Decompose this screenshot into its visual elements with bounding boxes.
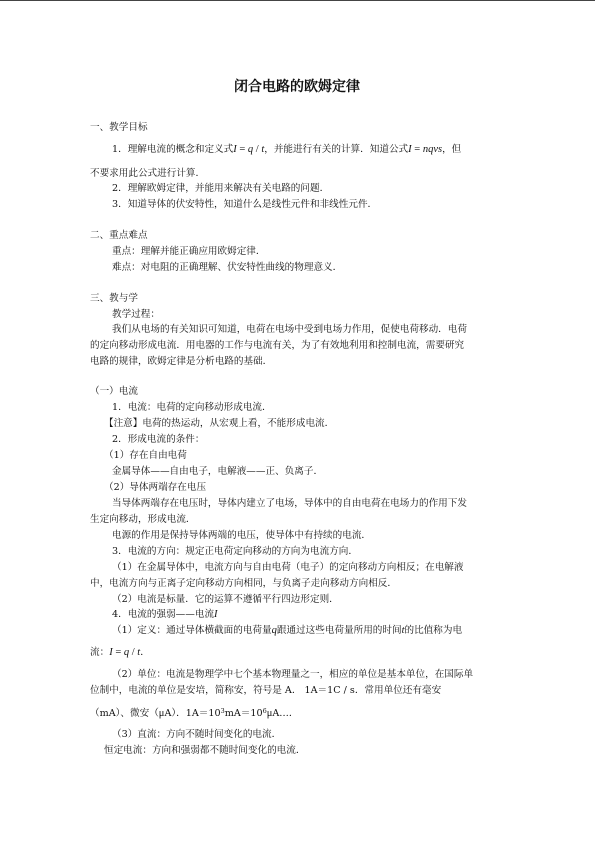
steady-current-line: 恒定电流：方向和强弱都不随时间变化的电流． — [104, 745, 306, 756]
current-line-11: 中，电流方向与正离子定向移动方向相同，与负离子走向移动方向相反． — [90, 578, 397, 589]
unit-line-2: 位制中，电流的单位是安培，简称安，符号是 A． 1A＝1C / s．常用单位还有毫安 — [90, 685, 442, 696]
current-line-2: 2．形成电流的条件： — [112, 434, 205, 445]
key-point: 重点：理解并能正确应用欧姆定律． — [112, 246, 266, 257]
subsection-heading-current: （一）电流 — [90, 386, 138, 397]
objective-1-line-1: 1．理解电流的概念和定义式I = q / t，并能进行有关的计算．知道公式I = nqvs，但 — [112, 144, 462, 155]
current-line-6: 当导体两端存在电压时，导体内建立了电场，导体中的自由电荷在电场力的作用下发 — [112, 498, 467, 509]
objective-1-line-2: 不要求用此公式进行计算． — [90, 168, 206, 179]
current-line-5: （2）导体两端存在电压 — [104, 482, 207, 493]
current-line-1: 1．电流：电荷的定向移动形成电流． — [112, 402, 272, 413]
note-line: 【注意】电荷的热运动，从宏观上看，不能形成电流． — [104, 418, 335, 429]
difficult-point: 难点：对电阻的正确理解、伏安特性曲线的物理意义． — [112, 262, 343, 273]
direct-current-line: （3）直流：方向不随时间变化的电流． — [112, 729, 282, 740]
current-line-7: 生定向移动，形成电流． — [90, 514, 196, 525]
current-definition-line-2: 流：I = q / t． — [90, 647, 150, 658]
intro-paragraph-line-1: 我们从电场的有关知识可知道，电荷在电场中受到电场力作用，促使电荷移动．电荷 — [112, 324, 467, 335]
current-line-9: 3．电流的方向：规定正电荷定向移动的方向为电流方向． — [112, 546, 358, 557]
objective-3: 3．知道导体的伏安特性，知道什么是线性元件和非线性元件． — [112, 199, 378, 210]
current-line-8: 电源的作用是保持导体两端的电压，使导体中有持续的电流． — [112, 530, 372, 541]
current-definition-line-1: （1）定义：通过导体横截面的电荷量q跟通过这些电荷量所用的时间t的比值称为电 — [112, 625, 463, 636]
current-line-13: 4．电流的强弱——电流I — [112, 609, 218, 620]
page-title: 闭合电路的欧姆定律 — [234, 79, 360, 95]
current-line-3: （1）存在自由电荷 — [104, 450, 187, 461]
current-line-12: （2）电流是标量．它的运算不遵循平行四边形定则． — [112, 594, 339, 605]
section-heading-objectives: 一、教学目标 — [90, 122, 148, 133]
intro-paragraph-line-2: 的定向移动形成电流．用电器的工作与电流有关，为了有效地利用和控制电流，需要研究 — [90, 340, 465, 351]
intro-paragraph-line-3: 电路的规律，欧姆定律是分析电路的基础． — [90, 356, 273, 367]
unit-line-3: （mA）、微安（μA）．$1A=10^3mA=10^6\mu A\dots$． — [90, 707, 299, 719]
unit-line-1: （2）单位：电流是物理学中七个基本物理量之一，相应的单位是基本单位，在国际单 — [112, 669, 474, 680]
header-rule — [0, 0, 595, 1]
objective-2: 2．理解欧姆定律，并能用来解决有关电路的问题． — [112, 183, 330, 194]
current-line-4: 金属导体——自由电子，电解液——正、负离子． — [112, 466, 324, 477]
teaching-process-label: 教学过程： — [112, 309, 160, 320]
section-heading-key-points: 二、重点难点 — [90, 230, 148, 241]
section-heading-teaching: 三、教与学 — [90, 293, 138, 304]
current-line-10: （1）在金属导体中，电流方向与自由电荷（电子）的定向移动方向相反；在电解液 — [112, 562, 464, 573]
